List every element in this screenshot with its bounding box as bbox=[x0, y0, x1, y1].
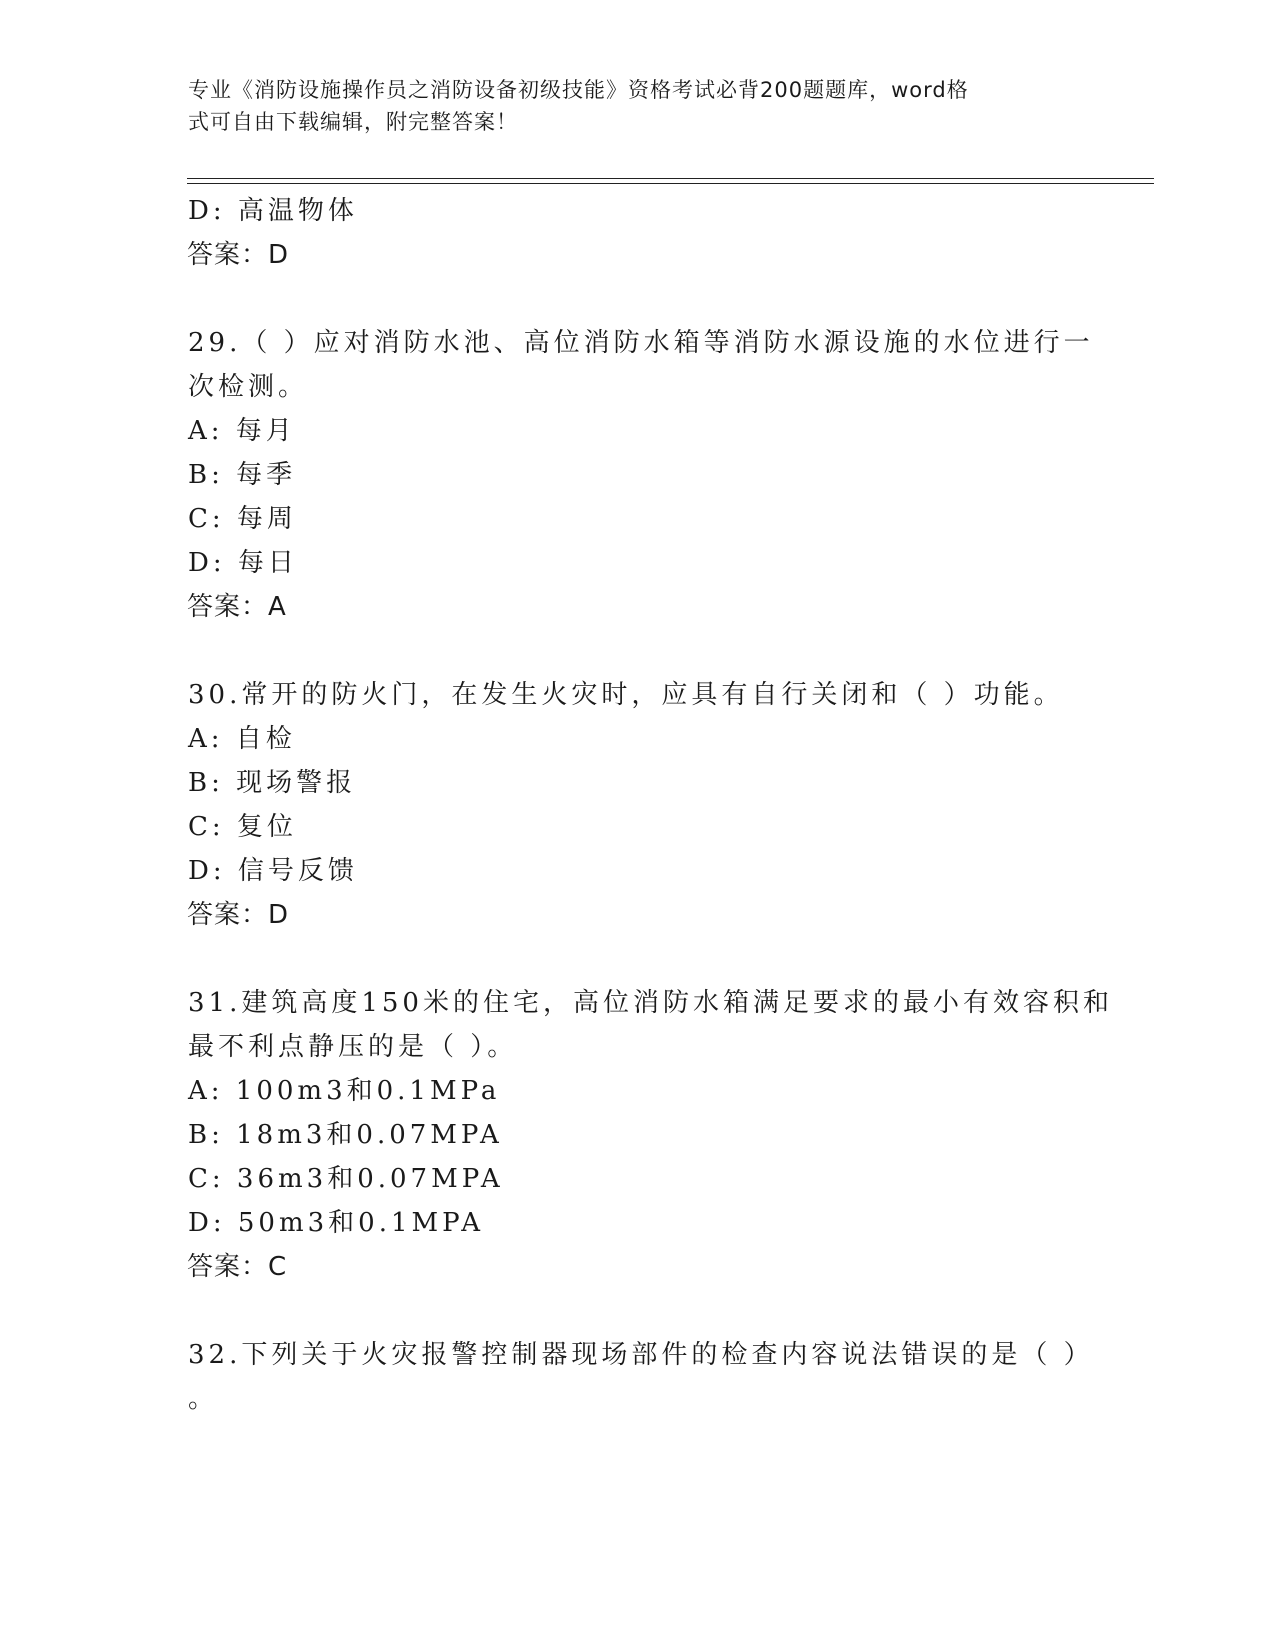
q32-text-line-2: 。 bbox=[188, 1384, 219, 1414]
q31-text-line-1: 31.建筑高度150米的住宅，高位消防水箱满足要求的最小有效容积和 bbox=[188, 988, 1113, 1018]
header-divider-top bbox=[187, 178, 1154, 179]
q31-answer: 答案：C bbox=[187, 1252, 288, 1282]
q29-option-a: A: 每月 bbox=[188, 416, 296, 446]
q30-option-c: C: 复位 bbox=[188, 812, 297, 842]
header-divider-bottom bbox=[187, 183, 1154, 184]
q30-option-b: B: 现场警报 bbox=[188, 768, 357, 798]
header-line-2: 式可自由下载编辑，附完整答案！ bbox=[188, 110, 518, 134]
q29-option-d: D: 每日 bbox=[188, 548, 298, 578]
q29-text-line-1: 29.（ ）应对消防水池、高位消防水箱等消防水源设施的水位进行一 bbox=[188, 328, 1094, 358]
q31-option-a: A: 100m3和0.1MPa bbox=[188, 1076, 501, 1106]
q29-text-line-2: 次检测。 bbox=[188, 372, 309, 402]
q30-text-line-1: 30.常开的防火门，在发生火灾时，应具有自行关闭和（ ）功能。 bbox=[188, 680, 1064, 710]
q29-option-b: B: 每季 bbox=[188, 460, 297, 490]
prev-option-d: D: 高温物体 bbox=[188, 196, 358, 226]
q30-option-a: A: 自检 bbox=[188, 724, 296, 754]
prev-answer: 答案：D bbox=[187, 240, 290, 270]
q32-text-line-1: 32.下列关于火灾报警控制器现场部件的检查内容说法错误的是（ ） bbox=[188, 1340, 1094, 1370]
q31-text-line-2: 最不利点静压的是（ ）。 bbox=[188, 1032, 518, 1062]
q31-option-c: C: 36m3和0.07MPA bbox=[188, 1164, 504, 1194]
q30-option-d: D: 信号反馈 bbox=[188, 856, 358, 886]
q29-option-c: C: 每周 bbox=[188, 504, 297, 534]
q31-option-d: D: 50m3和0.1MPA bbox=[188, 1208, 485, 1238]
document-header bbox=[188, 74, 1068, 138]
q29-answer: 答案：A bbox=[187, 592, 287, 622]
q30-answer: 答案：D bbox=[187, 900, 290, 930]
header-line-1: 专业《消防设施操作员之消防设备初级技能》资格考试必背200题题库，word格 bbox=[188, 78, 969, 102]
q31-option-b: B: 18m3和0.07MPA bbox=[188, 1120, 503, 1150]
